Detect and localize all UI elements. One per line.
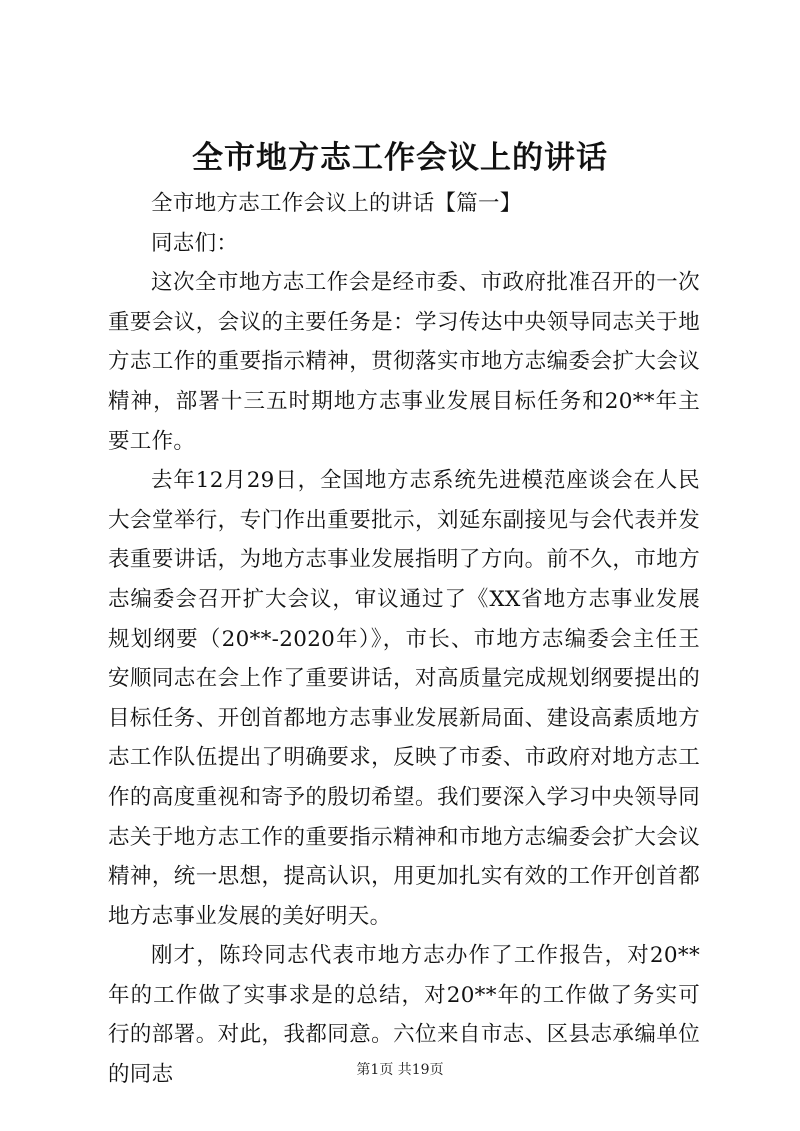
document-title: 全市地方志工作会议上的讲话	[192, 140, 608, 176]
salutation: 同志们：	[151, 230, 239, 256]
paragraph: 去年12月29日，全国地方志系统先进模范座谈会在人民大会堂举行，专门作出重要批示，刘延东副接见与会代表并发表重要讲话，为地方志事业发展指明了方向。前不久，市地方志编委会召开扩大会议，审议通过了《XX省地方志事业发展规划纲要（20**-2020年）》，市长、市地方志编委会主任王安顺同志在会上作了重要讲话，对高质量完成规划纲要提出的目标任务、开创首都地方志事业发展新局面、建设高素质地方志工作队伍提出了明确要求，反映了市委、市政府对地方志工作的高度重视和寄予的殷切希望。我们要深入学习中央领导同志关于地方志工作的重要指示精神和市地方志编委会扩大会议精神，统一思想，提高认识，用更加扎实有效的工作开创首都地方志事业发展的美好明天。	[108, 468, 700, 929]
document-body	[108, 184, 700, 1095]
page-number: 第1页 共19页	[356, 1062, 444, 1078]
paragraph: 这次全市地方志工作会是经市委、市政府批准召开的一次重要会议，会议的主要任务是：学习传达中央领导同志关于地方志工作的重要指示精神，贯彻落实市地方志编委会扩大会议精神，部署十三五时期地方志事业发展目标任务和20**年主要工作。	[108, 270, 700, 454]
section-heading: 全市地方志工作会议上的讲话【篇一】	[151, 191, 522, 216]
paragraph: 刚才，陈玲同志代表市地方志办作了工作报告，对20**年的工作做了实事求是的总结，对20**年的工作做了务实可行的部署。对此，我都同意。六位来自市志、区县志承编单位的同志	[108, 943, 700, 1088]
